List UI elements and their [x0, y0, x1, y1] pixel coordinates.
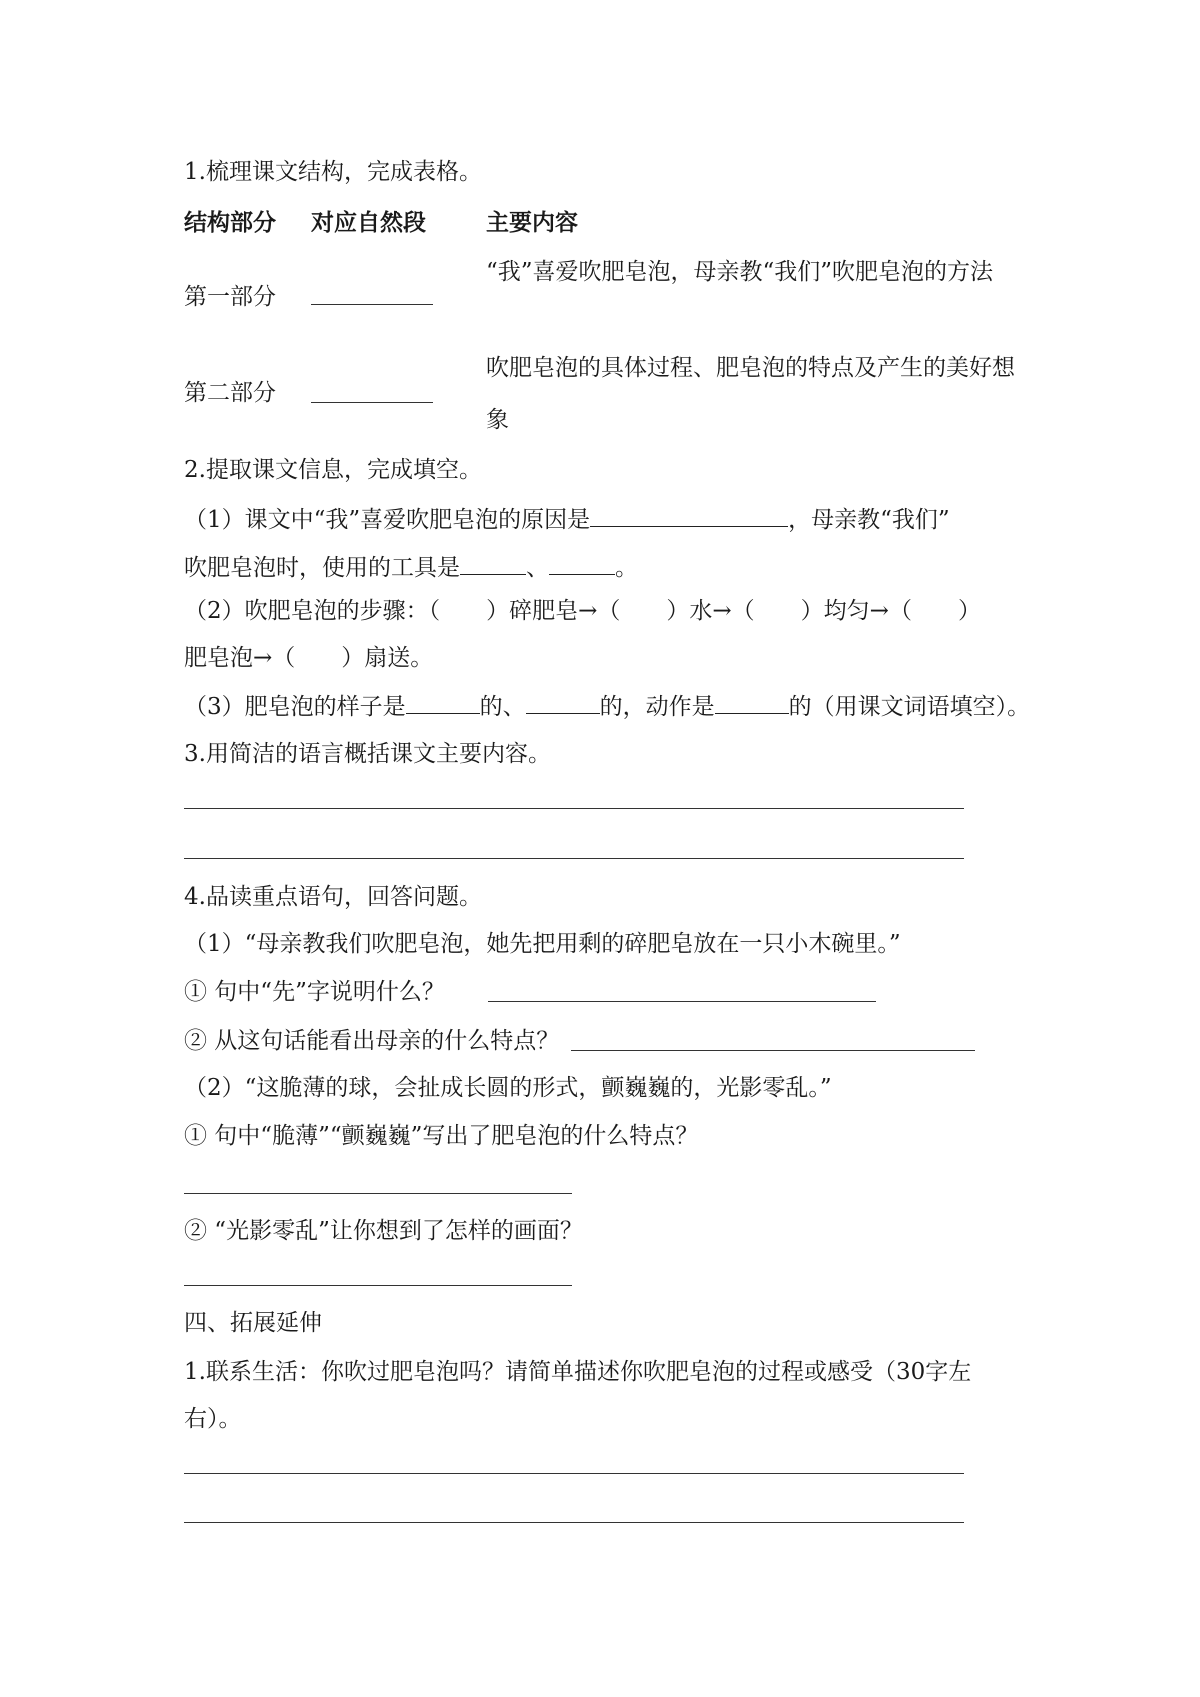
- q3-title: 3.用简洁的语言概括课文主要内容。: [184, 741, 551, 767]
- q4-s2-q2-answer-line[interactable]: [184, 1285, 572, 1286]
- table-row-2-part: 第二部分: [184, 380, 276, 406]
- q3-answer-line-1[interactable]: [184, 808, 964, 809]
- q2-shape-blank-1[interactable]: [406, 691, 480, 714]
- q4-s1-q2: [184, 1026, 559, 1056]
- section4-answer-line-2[interactable]: [184, 1522, 964, 1523]
- q2-tool-blank-1[interactable]: [460, 552, 526, 575]
- q2-s2-line2: 肥皂泡→（ ）扇送。: [184, 645, 434, 671]
- q4-title: 4.品读重点语句，回答问题。: [184, 884, 482, 910]
- section4-title: 四、拓展延伸: [184, 1310, 322, 1336]
- q2-action-blank[interactable]: [715, 691, 789, 714]
- q4-s1-q1: [184, 977, 445, 1007]
- table-row-1-part: 第一部分: [184, 284, 276, 310]
- q4-s2-q2: ② “光影零乱”让你想到了怎样的画面？: [184, 1218, 583, 1244]
- q2-s1-text-d: 、: [526, 555, 549, 581]
- table-row-2-paragraph-blank[interactable]: [311, 402, 433, 403]
- q4-s1-q1-answer-line[interactable]: [488, 1001, 876, 1002]
- q2-s3-text-a: （3）肥皂泡的样子是: [184, 694, 406, 720]
- table-row-1-content: “我”喜爱吹肥皂泡，母亲教“我们”吹肥皂泡的方法: [486, 259, 994, 285]
- q2-s3-text-b: 的、: [479, 694, 526, 720]
- table-header-structure: 结构部分: [184, 209, 276, 236]
- q2-s1-text-a: （1）课文中“我”喜爱吹肥皂泡的原因是: [184, 507, 591, 533]
- table-row-2-content: 吹肥皂泡的具体过程、肥皂泡的特点及产生的美好想象: [486, 355, 1015, 433]
- q2-s1-line1: [184, 504, 950, 535]
- q2-s1-line2: [184, 552, 638, 583]
- section4-answer-line-1[interactable]: [184, 1473, 964, 1474]
- q2-s1-text-c: 吹肥皂泡时，使用的工具是: [184, 555, 460, 581]
- q2-reason-blank[interactable]: [590, 504, 788, 527]
- q2-s3-line: [184, 691, 1030, 722]
- q4-s1-quote: （1）“母亲教我们吹肥皂泡，她先把用剩的碎肥皂放在一只小木碗里。”: [184, 931, 901, 957]
- table-header-content: 主要内容: [486, 209, 578, 236]
- q2-shape-blank-2[interactable]: [526, 691, 600, 714]
- q3-answer-line-2[interactable]: [184, 858, 964, 859]
- q4-s2-q1-answer-line[interactable]: [184, 1193, 572, 1194]
- q4-s2-q1: ① 句中“脆薄”“颤巍巍”写出了肥皂泡的什么特点？: [184, 1123, 699, 1149]
- q4-s1-q2-text: ② 从这句话能看出母亲的什么特点？: [184, 1028, 560, 1054]
- q2-s2-line1: （2）吹肥皂泡的步骤：（ ）碎肥皂→（ ）水→（ ）均匀→（ ）: [184, 598, 981, 624]
- table-row-1-paragraph-blank[interactable]: [311, 304, 433, 305]
- q2-tool-blank-2[interactable]: [549, 552, 615, 575]
- q2-title: 2.提取课文信息，完成填空。: [184, 457, 482, 483]
- q4-s1-q2-answer-line[interactable]: [571, 1050, 975, 1051]
- table-header-paragraphs: 对应自然段: [311, 209, 426, 236]
- q1-title: 1.梳理课文结构，完成表格。: [184, 159, 482, 185]
- q4-s1-q1-text: ① 句中“先”字说明什么？: [184, 979, 445, 1005]
- q4-s2-quote: （2）“这脆薄的球，会扯成长圆的形式，颤巍巍的，光影零乱。”: [184, 1075, 832, 1101]
- q2-s3-text-d: 的（用课文词语填空）。: [788, 694, 1031, 720]
- q2-s1-text-b: ，母亲教“我们”: [788, 507, 950, 533]
- section4-q1-line2: 右）。: [184, 1406, 242, 1432]
- section4-q1-line1: 1.联系生活：你吹过肥皂泡吗？请简单描述你吹肥皂泡的过程或感受（30字左: [184, 1359, 972, 1385]
- q2-s1-text-e: 。: [615, 555, 638, 581]
- q2-s3-text-c: 的，动作是: [599, 694, 715, 720]
